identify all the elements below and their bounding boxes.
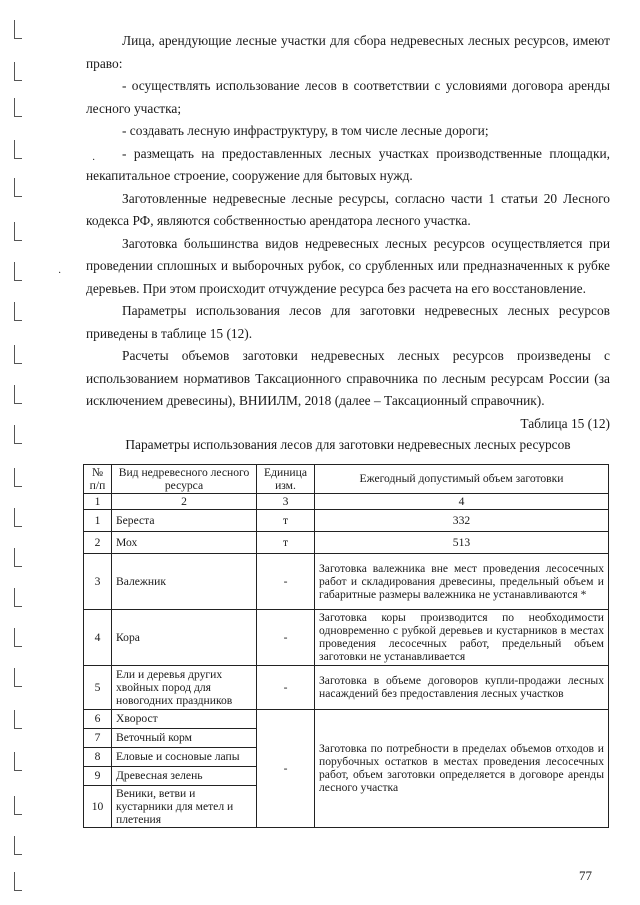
scan-speck: · (58, 268, 62, 279)
unit: т (257, 509, 315, 531)
volume: Заготовка коры производится по необходимости одновременно с рубкой деревьев и кустарников в местах проведения лесосечных работ, предельный объем заготовки не устанавливается (315, 609, 609, 665)
resource-name: Мох (112, 531, 257, 553)
row-number: 3 (84, 553, 112, 609)
volume: Заготовка валежника вне мест проведения лесосечных работ и складирования древесины, предельный объем и габаритные размеры валежника не устанавливаются * (315, 553, 609, 609)
resource-name: Еловые и сосновые лапы (112, 747, 257, 766)
header-resource: Вид недревесного лесного ресурса (112, 464, 257, 493)
row-number: 2 (84, 531, 112, 553)
resource-name: Валежник (112, 553, 257, 609)
resource-name: Веточный корм (112, 728, 257, 747)
row-number: 4 (84, 609, 112, 665)
table-row (84, 665, 609, 709)
resource-name: Кора (112, 609, 257, 665)
row-number: 1 (84, 509, 112, 531)
paragraph-6: Заготовка большинства видов недревесных лесных ресурсов осуществляется при проведении сплошных и выборочных рубок, со срубленных или предназначенных к рубке деревьев. При этом происходит отчуждение ресурса без расчета на его восстановление. (86, 235, 610, 296)
paragraph-4: - размещать на предоставленных лесных участках производственные площадки, некапитальное строение, сооружение для бытовых нужд. (86, 145, 610, 183)
resource-name: Ели и деревья других хвойных пород для новогодних праздников (112, 665, 257, 709)
paragraph-3: - создавать лесную инфраструктуру, в том числе лесные дороги; (122, 123, 489, 138)
table-row (84, 609, 609, 665)
paragraph-8: Расчеты объемов заготовки недревесных лесных ресурсов произведены с использованием нормативов Таксационного справочника по лесным ресурсам России (за исключением древесины), ВНИИЛМ, 2018 (далее – Таксационный справочник). (86, 348, 610, 408)
paragraph-1: Лица, арендующие лесные участки для сбора недревесных лесных ресурсов, имеют право: (86, 33, 610, 71)
column-number: 3 (257, 493, 315, 509)
resource-name: Древесная зелень (112, 766, 257, 785)
resource-name: Береста (112, 509, 257, 531)
table-row (84, 509, 609, 531)
row-number: 5 (84, 665, 112, 709)
row-number: 8 (84, 747, 112, 766)
header-number: № п/п (84, 464, 112, 493)
volume: 332 (315, 509, 609, 531)
volume: 513 (315, 531, 609, 553)
unit: - (257, 709, 315, 827)
column-number: 2 (112, 493, 257, 509)
unit: - (257, 665, 315, 709)
row-number: 7 (84, 728, 112, 747)
row-number: 6 (84, 709, 112, 728)
paragraph-7: Параметры использования лесов для заготовки недревесных лесных ресурсов приведены в таблице 15 (12). (86, 303, 610, 341)
column-number: 4 (315, 493, 609, 509)
binding-marks (0, 0, 24, 905)
unit: - (257, 609, 315, 665)
header-unit: Единица изм. (257, 464, 315, 493)
paragraph-5: Заготовленные недревесные лесные ресурсы, согласно части 1 статьи 20 Лесного кодекса РФ, являются собственностью арендатора лесного участка. (86, 190, 610, 228)
column-number: 1 (84, 493, 112, 509)
resource-name: Веники, ветви и кустарники для метел и плетения (112, 785, 257, 827)
document-page (86, 30, 610, 828)
unit: - (257, 553, 315, 609)
table-row (84, 553, 609, 609)
paragraph-2: - осуществлять использование лесов в соответствии с условиями договора аренды лесного участка; (86, 78, 610, 116)
page-number: 77 (579, 868, 592, 883)
volume: Заготовка по потребности в пределах объемов отходов и порубочных остатков в местах проведения лесосечных работ, объем заготовки определяется в договоре аренды лесного участка (315, 709, 609, 827)
resources-table (83, 464, 609, 828)
table-row (84, 531, 609, 553)
table-row (84, 709, 609, 728)
header-volume: Ежегодный допустимый объем заготовки (315, 464, 609, 493)
row-number: 9 (84, 766, 112, 785)
table-header-row (84, 464, 609, 493)
row-number: 10 (84, 785, 112, 827)
table-label: Таблица 15 (12) (520, 415, 610, 431)
scan-speck: · (92, 155, 96, 166)
table-column-numbers-row (84, 493, 609, 509)
resource-name: Хворост (112, 709, 257, 728)
volume: Заготовка в объеме договоров купли-продажи лесных насаждений без предоставления лесных участков (315, 665, 609, 709)
table-title: Параметры использования лесов для заготовки недревесных лесных ресурсов (125, 436, 571, 452)
unit: т (257, 531, 315, 553)
